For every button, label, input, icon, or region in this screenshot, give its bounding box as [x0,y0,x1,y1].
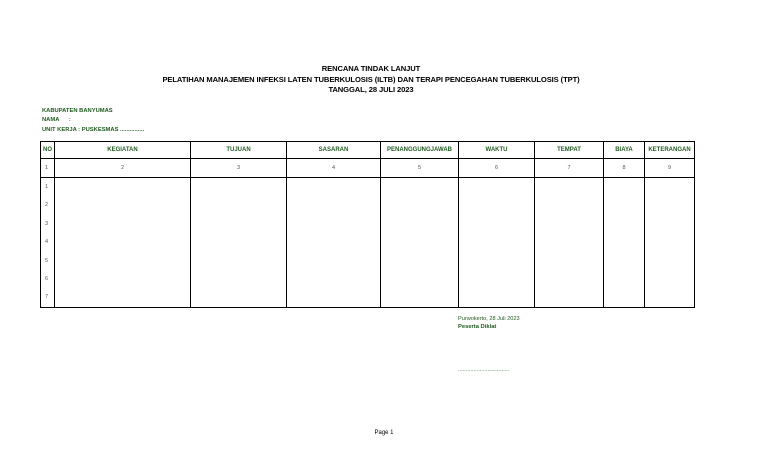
document-title [0,64,742,96]
title-line-3: TANGGAL, 28 JULI 2023 [328,85,414,94]
header-no: NO [41,142,55,159]
column-number: 8 [604,159,645,178]
column-number: 2 [55,159,191,178]
title-line-2: PELATIHAN MANAJEMEN INFEKSI LATEN TUBERKULOSIS (ILTB) DAN TERAPI PENCEGAHAN TUBERKULOSIS (TPT) [162,74,580,84]
body-row [41,178,695,308]
header-penanggungjawab: PENANGGUNGJAWAB [381,142,459,159]
header-sasaran: SASARAN [287,142,381,159]
header-waktu: WAKTU [459,142,535,159]
tujuan-cell [191,178,287,308]
row-number: 7 [45,294,49,301]
row-number: 6 [45,275,49,282]
row-number: 4 [45,239,49,246]
column-number: 7 [535,159,604,178]
keterangan-cell [645,178,695,308]
header-kegiatan: KEGIATAN [55,142,191,159]
no-column-cell [41,178,55,308]
header-row [41,142,695,159]
waktu-cell [459,178,535,308]
header-tujuan: TUJUAN [191,142,287,159]
place-date: Purwokerto, 28 Juli 2023 [458,316,520,322]
unit-kerja-label: UNIT KERJA : PUSKESMAS ............... [42,126,145,133]
header-tempat: TEMPAT [535,142,604,159]
row-number: 1 [45,184,49,190]
page-number: Page 1 [374,430,394,436]
row-number: 5 [45,257,49,264]
sasaran-cell [287,178,381,308]
action-plan-table [40,141,695,308]
penanggungjawab-cell [381,178,459,308]
signature-block [458,315,520,332]
row-number: 3 [45,220,49,227]
column-number: 4 [287,159,381,178]
signer-role: Peserta Diklat [458,324,497,330]
column-number-row [41,159,695,178]
participant-info [42,107,144,135]
row-number: 2 [45,202,49,209]
tempat-cell [535,178,604,308]
signature-line: ................................. [458,367,510,373]
header-biaya: BIAYA [604,142,645,159]
kabupaten-label: KABUPATEN BANYUMAS [42,108,113,114]
column-number: 6 [459,159,535,178]
nama-label: NAMA : [42,117,71,124]
column-number: 9 [645,159,695,178]
kegiatan-cell [55,178,191,308]
column-number: 5 [381,159,459,178]
title-line-1: RENCANA TINDAK LANJUT [321,64,421,73]
column-number: 1 [41,159,55,178]
column-number: 3 [191,159,287,178]
header-keterangan: KETERANGAN [645,142,695,159]
biaya-cell [604,178,645,308]
